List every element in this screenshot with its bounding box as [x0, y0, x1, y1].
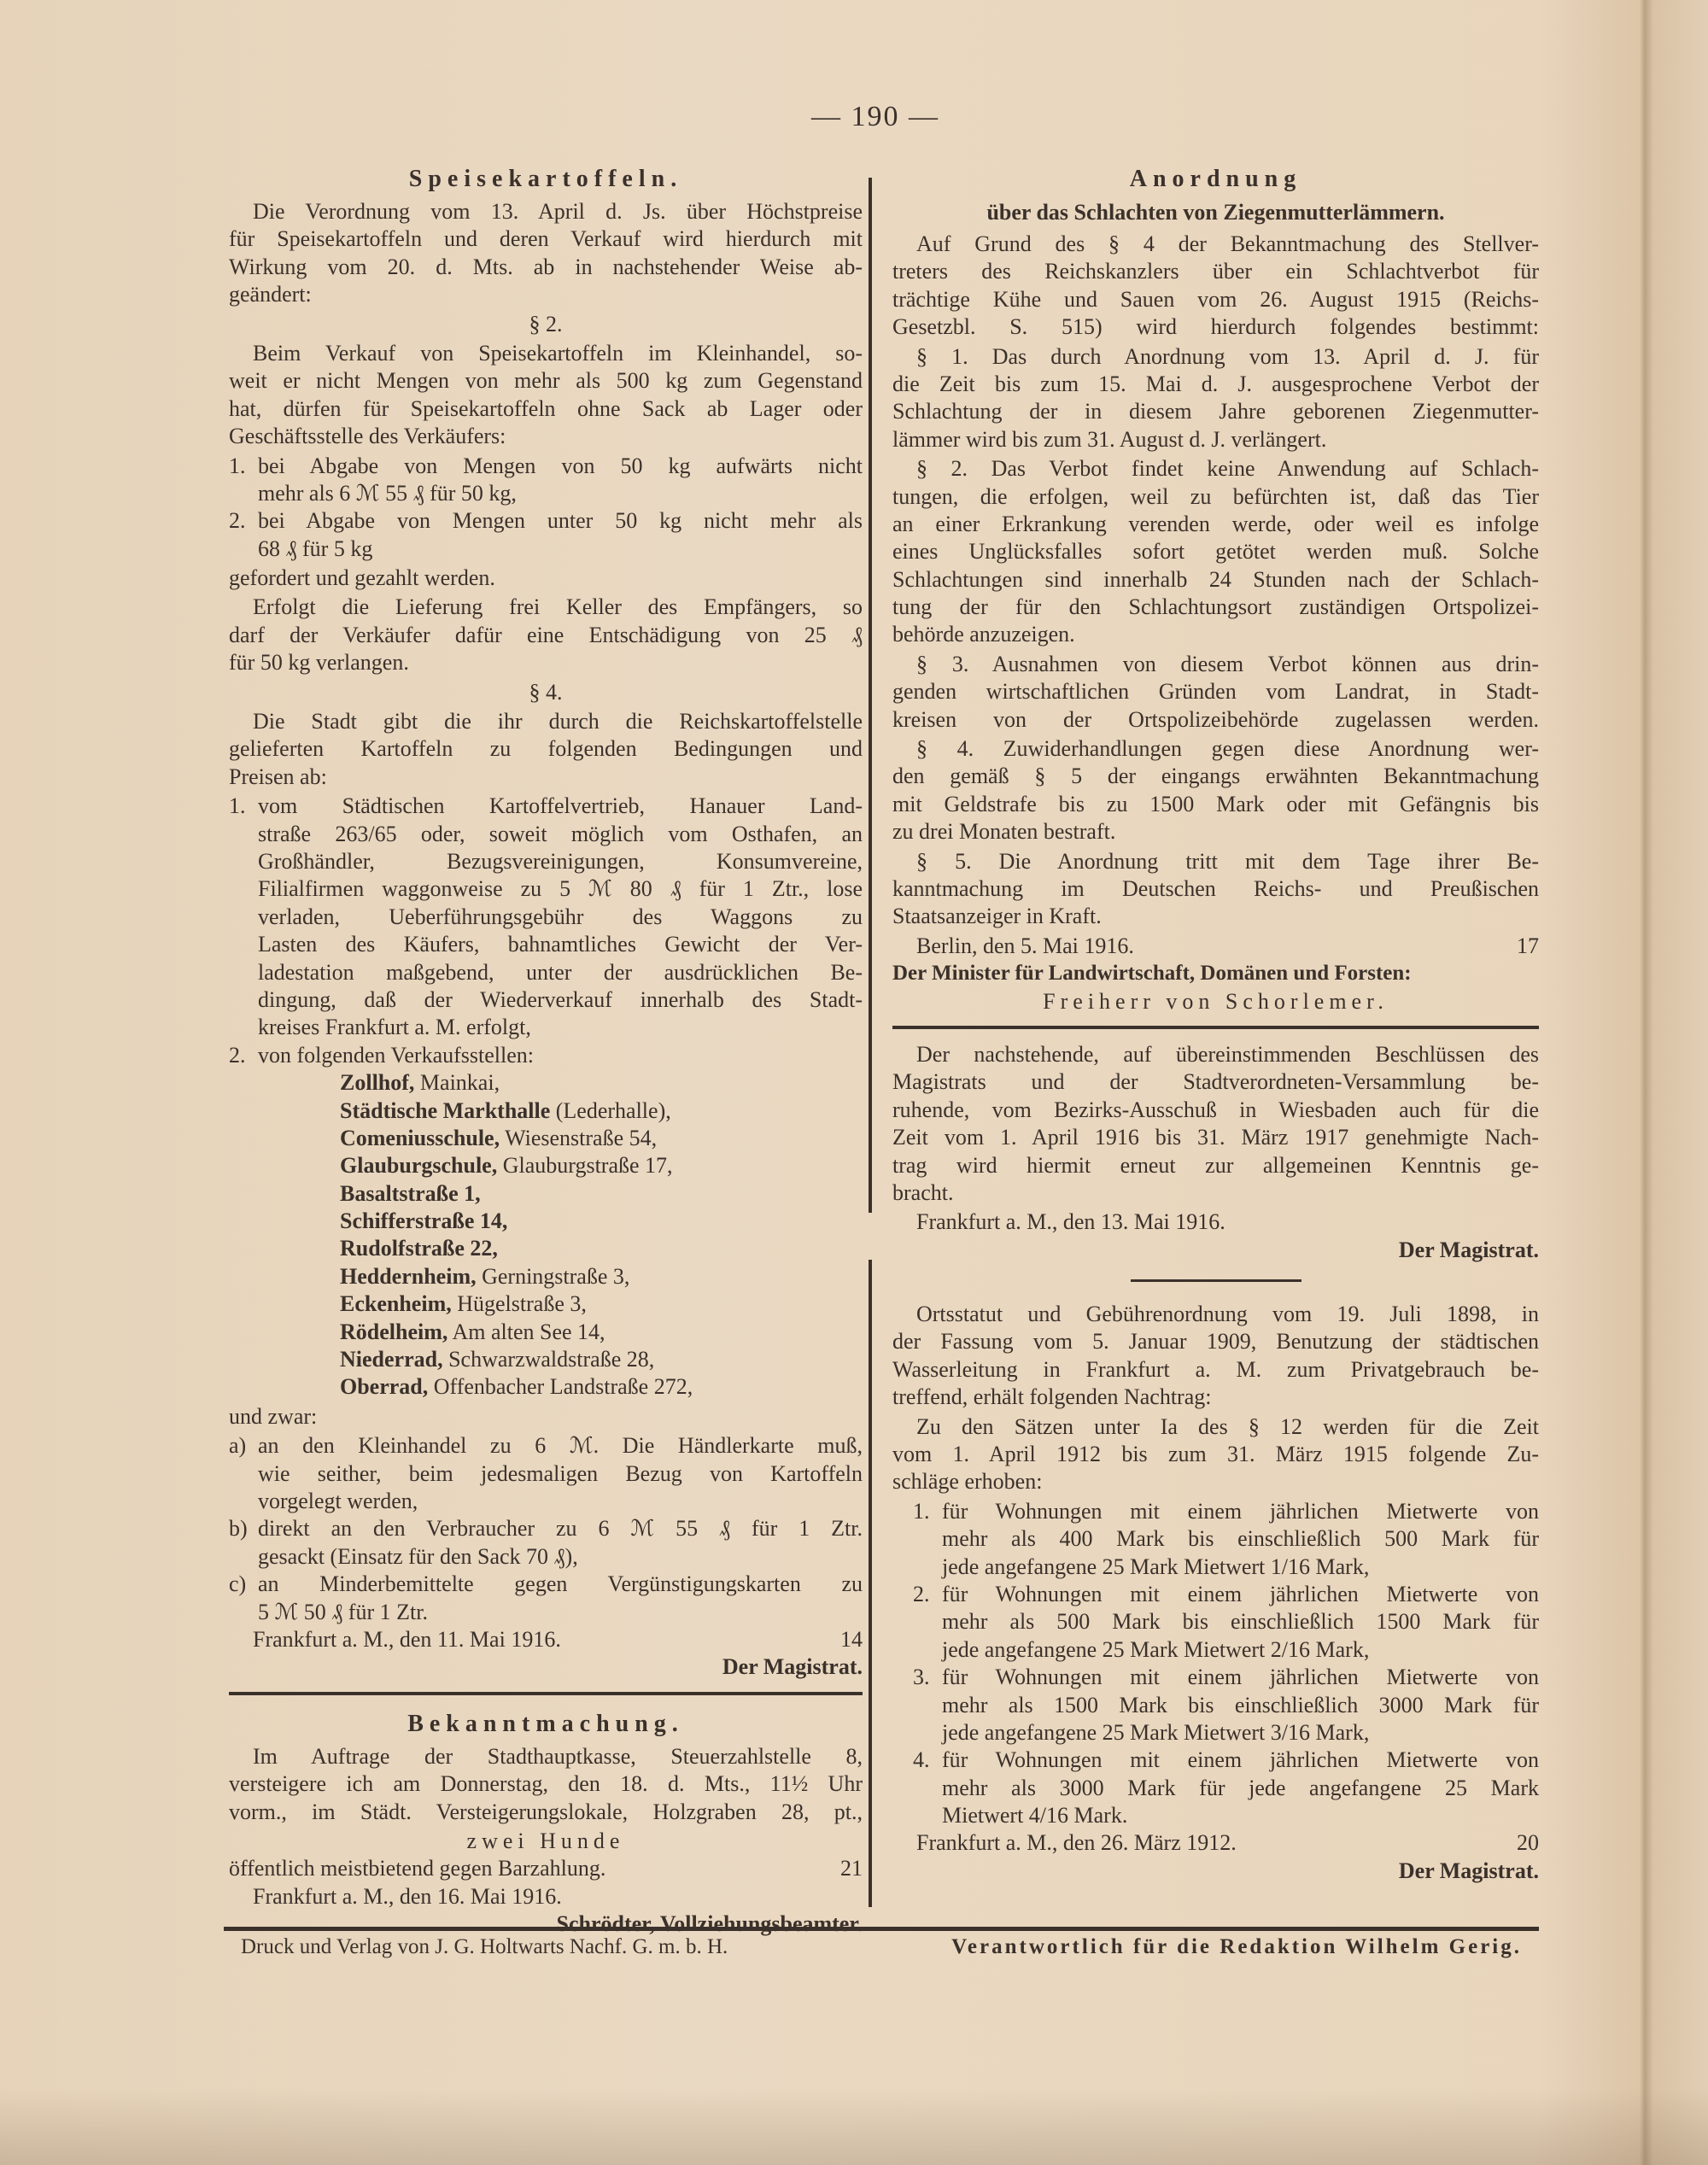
text-line: Im Auftrage der Stadthauptkasse, Steuerzahlstelle 8,: [253, 1743, 863, 1769]
dateline-text: Frankfurt a. M., den 26. März 1912.: [916, 1830, 1237, 1856]
text-line: § 4. Zuwiderhandlungen gegen diese Anordnung wer-: [916, 736, 1539, 762]
signature: Der Magistrat.: [1398, 1237, 1539, 1262]
dateline: [892, 933, 1539, 960]
text-line: Schlachtung der in diesem Jahre geborenen Ziegenmutter-: [892, 399, 1539, 424]
location-address: (Lederhalle),: [550, 1097, 671, 1123]
text-line: straße 263/65 oder, soweit möglich vom Osthafen, an: [258, 821, 863, 846]
list-item-body: [942, 1498, 1539, 1581]
text-line: 5 ℳ 50 ₰ für 1 Ztr.: [258, 1599, 428, 1624]
signatory-title: Der Minister für Landwirtschaft, Domänen und Forsten:: [892, 962, 1412, 986]
list-item-number: 2.: [913, 1581, 930, 1606]
text-line: jede angefangene 25 Mark Mietwert 1/16 Mark,: [942, 1554, 1370, 1579]
text-line: ruhende, vom Bezirks-Ausschuß in Wiesbaden auch für die: [892, 1097, 1539, 1122]
paragraph: [892, 455, 1539, 649]
location-address: Wiesenstraße 54,: [500, 1125, 658, 1150]
location-name: Rödelheim,: [340, 1319, 448, 1344]
location-name: Rudolfstraße 22,: [340, 1236, 498, 1261]
imprint-printer: Druck und Verlag von J. G. Holtwarts Nachf. G. m. b. H.: [241, 1935, 728, 1958]
sales-location: [229, 1373, 863, 1401]
text-line: Lasten des Käufers, bahnamtliches Gewicht der Ver-: [258, 932, 863, 957]
spaced-line: zwei Hunde: [466, 1828, 625, 1853]
list-item-number: c): [229, 1571, 247, 1597]
signature: Schrödter, Vollziehungsbeamter.: [556, 1911, 863, 1937]
text-line: mehr als 3000 Mark für jede angefangene 25 Mark: [942, 1775, 1539, 1800]
text-line: an Minderbemittelte gegen Vergünstigungskarten zu: [258, 1571, 863, 1597]
list-item-body: [258, 793, 863, 1042]
list-item-body: [942, 1664, 1539, 1747]
text-line: jede angefangene 25 Mark Mietwert 3/16 Mark,: [942, 1719, 1370, 1745]
section-heading: Anordnung: [1129, 166, 1302, 192]
text-line: an einer Erkrankung verenden werde, oder weil es infolge: [892, 511, 1539, 536]
text-line: versteigere ich am Donnerstag, den 18. d. Mts., 11½ Uhr: [229, 1771, 863, 1797]
notice-number: 21: [840, 1856, 863, 1881]
text-line: für Wohnungen mit einem jährlichen Mietwerte von: [942, 1665, 1539, 1690]
text-line: mehr als 1500 Mark bis einschließlich 3000 Mark für: [942, 1692, 1539, 1717]
text-line: Auf Grund des § 4 der Bekanntmachung des Stellver-: [916, 231, 1539, 256]
page-shadow: [0, 2088, 1708, 2165]
spaced-line: Freiherr von Schorlemer.: [1043, 988, 1389, 1014]
paragraph: [229, 1743, 863, 1826]
location-name: Städtische Markthalle: [340, 1097, 551, 1123]
text-line: kreises Frankfurt a. M. erfolgt,: [258, 1015, 531, 1040]
dateline-text: Frankfurt a. M., den 16. Mai 1916.: [253, 1883, 562, 1909]
location-address: Glauburgstraße 17,: [497, 1153, 673, 1179]
text-line: Die Verordnung vom 13. April d. Js. über Höchstpreise: [253, 199, 863, 224]
list-item-number: 2.: [229, 1042, 246, 1068]
text-line: der Fassung vom 5. Januar 1909, Benutzung der städtischen: [892, 1329, 1539, 1355]
right-column: [892, 162, 1539, 1885]
list-item: [892, 1747, 1539, 1829]
location-address: Am alten See 14,: [447, 1319, 605, 1344]
location-name: Eckenheim,: [340, 1291, 452, 1317]
text-line: zu drei Monaten bestraft.: [892, 819, 1116, 845]
list-item-body: [942, 1581, 1539, 1664]
text-line: Geschäftsstelle des Verkäufers:: [229, 424, 506, 449]
sales-location: [229, 1208, 863, 1235]
text-line: lämmer wird bis zum 31. August d. J. verlängert.: [892, 426, 1327, 452]
paragraph: [892, 343, 1539, 454]
list-item-number: 3.: [913, 1665, 930, 1690]
dateline: [892, 1208, 1539, 1236]
signature: Der Magistrat.: [722, 1654, 863, 1680]
short-rule: [1131, 1279, 1301, 1282]
list-item-number: 1.: [913, 1498, 930, 1524]
list-item-body: [258, 507, 863, 563]
location-address: Hügelstraße 3,: [451, 1291, 587, 1317]
location-address: Schwarzwaldstraße 28,: [442, 1347, 655, 1372]
text-line: gesackt (Einsatz für den Sack 70 ₰),: [258, 1543, 578, 1569]
text-line: vom Städtischen Kartoffelvertrieb, Hanauer Land-: [258, 793, 863, 819]
text-line: Zu den Sätzen unter Ia des § 12 werden für die Zeit: [916, 1413, 1539, 1439]
text-line: mit Geldstrafe bis zu 1500 Mark oder mit Gefängnis bis: [892, 791, 1539, 816]
text-line: mehr als 400 Mark bis einschließlich 500 Mark für: [942, 1526, 1539, 1552]
text-line: Die Stadt gibt die ihr durch die Reichskartoffelstelle: [253, 709, 863, 734]
location-name: Heddernheim,: [340, 1263, 477, 1289]
notice-number: 20: [1517, 1830, 1539, 1856]
paragraph: [892, 735, 1539, 846]
page-number: — 190 —: [811, 101, 939, 132]
dateline-text: Frankfurt a. M., den 13. Mai 1916.: [916, 1209, 1225, 1235]
list-item-number: 2.: [229, 508, 246, 534]
text-line: für Wohnungen mit einem jährlichen Mietwerte von: [942, 1581, 1539, 1606]
text-line: vorgelegt werden,: [258, 1488, 418, 1513]
sales-location: [229, 1069, 863, 1097]
text-line: eines Unglücksfalles sofort getötet werden muß. Solche: [892, 539, 1539, 565]
section-subheading: über das Schlachten von Ziegenmutterlämmern.: [986, 200, 1445, 225]
paragraph: [229, 198, 863, 309]
column-divider: [869, 178, 872, 1213]
location-name: Zollhof,: [340, 1070, 415, 1096]
dateline: [229, 1855, 863, 1882]
text-line: bracht.: [892, 1179, 954, 1205]
column-divider: [869, 1260, 872, 1907]
paragraph-sign: § 2.: [529, 311, 563, 336]
text-line: von folgenden Verkaufsstellen:: [258, 1042, 534, 1068]
text-line: Preisen ab:: [229, 764, 327, 789]
paragraph: [229, 594, 863, 676]
text-line: trächtige Kühe und Sauen vom 26. August 1915 (Reichs-: [892, 286, 1539, 312]
text-line: Filialfirmen waggonweise zu 5 ℳ 80 ₰ für 1 Ztr., lose: [258, 876, 863, 902]
section-heading: Bekanntmachung.: [407, 1710, 684, 1737]
text-line: kreisen von der Ortspolizeibehörde zugelassen werden.: [892, 706, 1539, 732]
list-item-number: 1.: [229, 793, 246, 819]
text-line: tung der für den Schlachtungsort zuständigen Ortspolizei-: [892, 594, 1539, 620]
text-line: Gesetzbl. S. 515) wird hierdurch folgendes bestimmt:: [892, 314, 1539, 340]
footer-rule: [224, 1927, 1539, 1931]
text-line: jede angefangene 25 Mark Mietwert 2/16 Mark,: [942, 1636, 1370, 1662]
location-name: Glauburgschule,: [340, 1153, 498, 1179]
text-line: § 1. Das durch Anordnung vom 13. April d. J. für: [916, 343, 1539, 369]
sales-location: [229, 1319, 863, 1346]
list-item-body: [258, 1432, 863, 1515]
text-line: für Wohnungen mit einem jährlichen Mietwerte von: [942, 1498, 1539, 1524]
notice-number: 14: [840, 1626, 863, 1652]
text-line: Wasserleitung in Frankfurt a. M. zum Privatgebrauch be-: [892, 1356, 1539, 1382]
list-item-body: [258, 1042, 863, 1069]
dateline: [229, 1626, 863, 1653]
location-name: Oberrad,: [340, 1374, 429, 1400]
text-line: Magistrats und der Stadtverordneten-Versammlung be-: [892, 1069, 1539, 1095]
location-name: Schifferstraße 14,: [340, 1208, 508, 1234]
location-address: Offenbacher Landstraße 272,: [428, 1374, 693, 1400]
list-item: [229, 1042, 863, 1069]
list-item-number: b): [229, 1516, 248, 1542]
text-line: Erfolgt die Lieferung frei Keller des Empfängers, so: [253, 594, 863, 620]
signature: Der Magistrat.: [1398, 1858, 1539, 1883]
text-line: kanntmachung im Deutschen Reichs- und Preußischen: [892, 875, 1539, 901]
text-line: mehr als 6 ℳ 55 ₰ für 50 kg,: [258, 480, 517, 506]
sales-location: [229, 1180, 863, 1208]
paragraph: [229, 708, 863, 791]
text-line: Staatsanzeiger in Kraft.: [892, 904, 1102, 929]
notice-number: 17: [1517, 933, 1539, 958]
text-line: Der nachstehende, auf übereinstimmenden Beschlüssen des: [916, 1041, 1539, 1067]
text-line: an den Kleinhandel zu 6 ℳ. Die Händlerkarte muß,: [258, 1433, 863, 1459]
section-heading: Speisekartoffeln.: [408, 166, 683, 192]
text-line: direkt an den Verbraucher zu 6 ℳ 55 ₰ für 1 Ztr.: [258, 1516, 863, 1542]
text-line: vom 1. April 1912 bis zum 31. März 1915 folgende Zu-: [892, 1442, 1539, 1467]
list-item-body: [258, 1515, 863, 1571]
text-line: schläge erhoben:: [892, 1469, 1043, 1495]
imprint-editor: Verantwortlich für die Redaktion Wilhelm Gerig.: [951, 1935, 1522, 1958]
text-line: Schlachtungen sind innerhalb 24 Stunden nach der Schlach-: [892, 566, 1539, 592]
text-line: trag wird hiermit erneut zur allgemeinen Kenntnis ge-: [892, 1152, 1539, 1178]
list-item-body: [258, 453, 863, 508]
text-line: § 3. Ausnahmen von diesem Verbot können aus drin-: [916, 651, 1539, 676]
location-name: Niederrad,: [340, 1347, 443, 1372]
dateline: [892, 1829, 1539, 1857]
text-line: den gemäß § 5 der eingangs erwähnten Bekanntmachung: [892, 764, 1539, 789]
paragraph-sign: § 4.: [529, 679, 563, 705]
sales-location: [229, 1097, 863, 1125]
list-item: [229, 507, 863, 563]
location-address: Mainkai,: [414, 1070, 500, 1096]
dateline-text: Frankfurt a. M., den 11. Mai 1916.: [253, 1626, 561, 1652]
list-item-body: [942, 1747, 1539, 1829]
text-line: für Speisekartoffeln und deren Verkauf wird hierdurch mit: [229, 226, 863, 252]
text-line: für 50 kg verlangen.: [229, 650, 409, 676]
list-item: [229, 1432, 863, 1515]
text-line: wie seither, beim jedesmaligen Bezug von Kartoffeln: [258, 1460, 863, 1486]
location-name: Comeniusschule,: [340, 1125, 500, 1150]
list-item: [229, 793, 863, 1042]
text-line: geändert:: [229, 282, 312, 307]
sales-location: [229, 1263, 863, 1290]
paragraph: [892, 1301, 1539, 1412]
text-line: die Zeit bis zum 15. Mai d. J. ausgesprochene Verbot der: [892, 371, 1539, 396]
text-line: tungen, die erfolgen, weil zu befürchten ist, daß das Tier: [892, 483, 1539, 509]
text-line: mehr als 500 Mark bis einschließlich 1500 Mark für: [942, 1609, 1539, 1635]
text-line: Zeit vom 1. April 1916 bis 31. März 1917 genehmigte Nach-: [892, 1125, 1539, 1150]
sales-location: [229, 1152, 863, 1179]
text-line: Ortsstatut und Gebührenordnung vom 19. Juli 1898, in: [916, 1302, 1539, 1327]
text-line: gelieferten Kartoffeln zu folgenden Bedingungen und: [229, 736, 863, 762]
text-line: Großhändler, Bezugsvereinigungen, Konsumvereine,: [258, 848, 863, 874]
paragraph: [892, 651, 1539, 734]
text-line: und zwar:: [229, 1403, 318, 1429]
location-address: Gerningstraße 3,: [476, 1263, 630, 1289]
text-line: bei Abgabe von Mengen von 50 kg aufwärts nicht: [258, 453, 863, 478]
text-line: bei Abgabe von Mengen unter 50 kg nicht mehr als: [258, 508, 863, 534]
text-line: für Wohnungen mit einem jährlichen Mietwerte von: [942, 1747, 1539, 1773]
text-line: Beim Verkauf von Speisekartoffeln im Kleinhandel, so-: [253, 340, 863, 366]
dateline: [229, 1883, 863, 1910]
text-line: Mietwert 4/16 Mark.: [942, 1803, 1128, 1829]
text-line: darf der Verkäufer dafür eine Entschädigung von 25 ₰: [229, 622, 863, 647]
left-column: [229, 162, 863, 1938]
list-item: [892, 1498, 1539, 1581]
paragraph: [892, 848, 1539, 931]
list-item: [892, 1581, 1539, 1664]
text-line: behörde anzuzeigen.: [892, 622, 1075, 647]
list-item: [229, 1571, 863, 1626]
sales-location: [229, 1346, 863, 1373]
list-item: [229, 1515, 863, 1571]
paragraph: [229, 565, 863, 592]
sales-location: [229, 1235, 863, 1262]
list-item-number: a): [229, 1433, 247, 1459]
list-item-body: [258, 1571, 863, 1626]
imprint: [241, 1935, 1522, 1959]
text-line: dingung, daß der Wiederverkauf innerhalb des Stadt-: [258, 986, 863, 1012]
text-line: verladen, Ueberführungsgebühr des Waggons zu: [258, 904, 863, 929]
text-line: hat, dürfen für Speisekartoffeln ohne Sack ab Lager oder: [229, 395, 863, 421]
paragraph: [892, 1041, 1539, 1207]
dateline-text: öffentlich meistbietend gegen Barzahlung.: [229, 1856, 606, 1881]
text-line: treters des Reichskanzlers über ein Schlachtverbot für: [892, 259, 1539, 284]
list-item-number: 1.: [229, 453, 246, 478]
text-line: 68 ₰ für 5 kg: [258, 535, 373, 561]
list-item: [229, 453, 863, 508]
text-line: treffend, erhält folgenden Nachtrag:: [892, 1384, 1212, 1410]
location-name: Basaltstraße 1,: [340, 1180, 481, 1206]
paragraph: [892, 1413, 1539, 1496]
text-line: § 2. Das Verbot findet keine Anwendung auf Schlach-: [916, 456, 1539, 482]
section-rule: [892, 1026, 1539, 1029]
sales-location: [229, 1125, 863, 1152]
paragraph: [229, 340, 863, 451]
text-line: ladestation maßgebend, unter der ausdrücklichen Be-: [258, 959, 863, 985]
text-line: Wirkung vom 20. d. Mts. ab in nachstehender Weise ab-: [229, 254, 863, 279]
text-line: vorm., im Städt. Versteigerungslokale, Holzgraben 28, pt.,: [229, 1799, 863, 1824]
paragraph: [229, 1403, 863, 1431]
text-line: genden wirtschaftlichen Gründen vom Landrat, in Stadt-: [892, 679, 1539, 705]
text-line: gefordert und gezahlt werden.: [229, 565, 495, 591]
paragraph: [892, 231, 1539, 342]
dateline-text: Berlin, den 5. Mai 1916.: [916, 933, 1134, 958]
list-item: [892, 1664, 1539, 1747]
sales-location: [229, 1290, 863, 1318]
list-item-number: 4.: [913, 1747, 930, 1773]
section-rule: [229, 1692, 863, 1695]
text-line: weit er nicht Mengen von mehr als 500 kg zum Gegenstand: [229, 368, 863, 394]
text-line: § 5. Die Anordnung tritt mit dem Tage ihrer Be-: [916, 848, 1539, 874]
